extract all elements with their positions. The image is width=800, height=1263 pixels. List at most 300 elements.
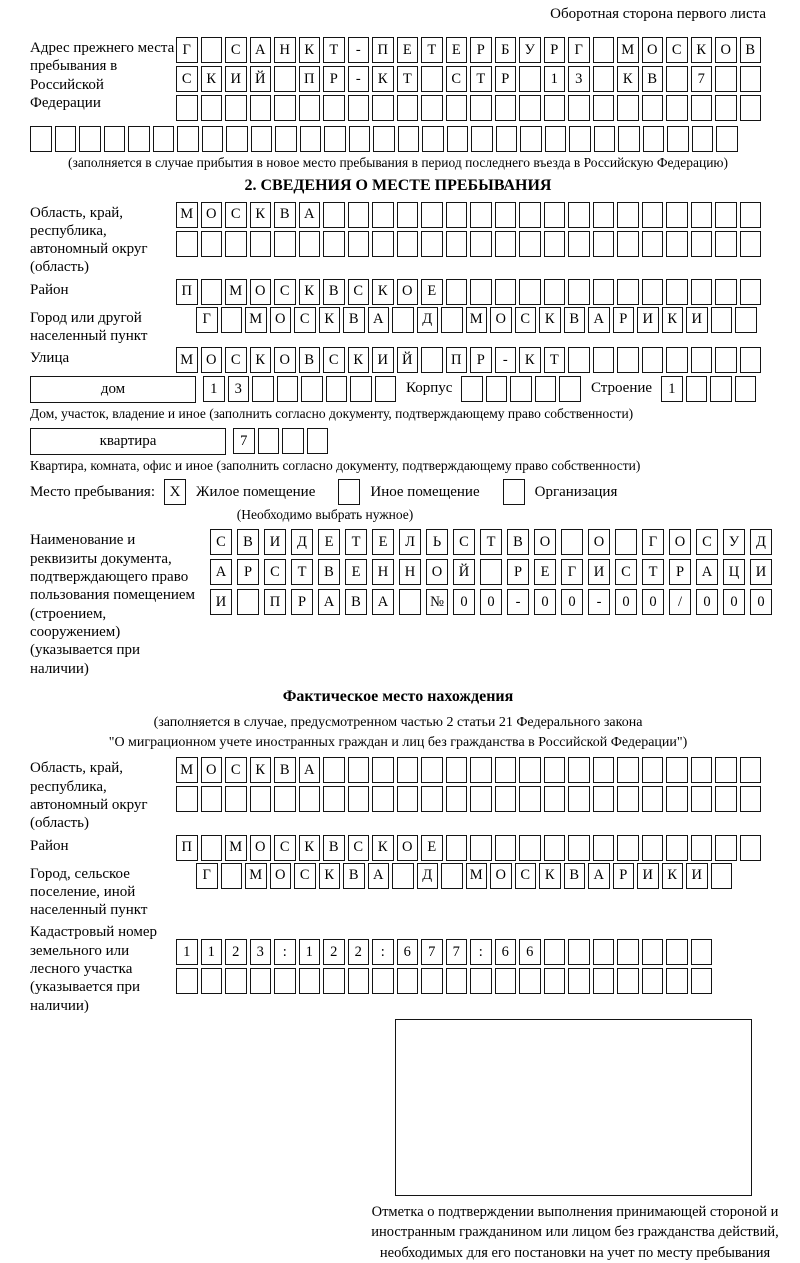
char-cell[interactable] bbox=[461, 376, 483, 402]
char-cell[interactable] bbox=[495, 279, 517, 305]
char-cell[interactable] bbox=[397, 786, 419, 812]
char-cell[interactable]: 6 bbox=[495, 939, 517, 965]
char-cell[interactable] bbox=[716, 126, 738, 152]
char-cell[interactable]: Ь bbox=[426, 529, 448, 555]
char-cell[interactable] bbox=[495, 786, 517, 812]
char-cell[interactable]: И bbox=[225, 66, 247, 92]
char-cell[interactable] bbox=[221, 863, 243, 889]
char-cell[interactable] bbox=[372, 757, 394, 783]
char-cell[interactable]: С bbox=[225, 347, 247, 373]
char-cell[interactable] bbox=[666, 202, 688, 228]
char-cell[interactable]: 0 bbox=[480, 589, 502, 615]
char-cell[interactable] bbox=[373, 126, 395, 152]
char-cell[interactable] bbox=[519, 279, 541, 305]
char-cell[interactable]: В bbox=[507, 529, 529, 555]
char-cell[interactable] bbox=[446, 757, 468, 783]
char-cell[interactable]: О bbox=[201, 757, 223, 783]
char-cell[interactable]: : bbox=[372, 939, 394, 965]
char-cell[interactable]: С bbox=[176, 66, 198, 92]
char-cell[interactable]: И bbox=[750, 559, 772, 585]
char-cell[interactable] bbox=[617, 231, 639, 257]
char-cell[interactable] bbox=[568, 968, 590, 994]
char-cell[interactable] bbox=[421, 95, 443, 121]
char-cell[interactable] bbox=[691, 968, 713, 994]
char-cell[interactable] bbox=[568, 95, 590, 121]
char-cell[interactable]: 0 bbox=[534, 589, 556, 615]
char-cell[interactable] bbox=[617, 347, 639, 373]
char-cell[interactable]: А bbox=[372, 589, 394, 615]
char-cell[interactable]: М bbox=[225, 279, 247, 305]
char-cell[interactable] bbox=[30, 126, 52, 152]
char-cell[interactable] bbox=[372, 968, 394, 994]
char-cell[interactable]: К bbox=[299, 279, 321, 305]
char-cell[interactable] bbox=[519, 66, 541, 92]
char-cell[interactable]: А bbox=[588, 307, 610, 333]
char-cell[interactable]: Р bbox=[470, 37, 492, 63]
char-cell[interactable]: С bbox=[274, 279, 296, 305]
char-cell[interactable] bbox=[519, 968, 541, 994]
char-cell[interactable] bbox=[715, 202, 737, 228]
char-cell[interactable] bbox=[495, 231, 517, 257]
char-cell[interactable] bbox=[715, 95, 737, 121]
char-cell[interactable] bbox=[617, 835, 639, 861]
char-cell[interactable]: Г bbox=[568, 37, 590, 63]
char-cell[interactable]: Т bbox=[544, 347, 566, 373]
char-cell[interactable] bbox=[519, 835, 541, 861]
char-cell[interactable] bbox=[642, 757, 664, 783]
char-cell[interactable]: К bbox=[372, 66, 394, 92]
char-cell[interactable]: Д bbox=[750, 529, 772, 555]
char-cell[interactable]: Д bbox=[417, 863, 439, 889]
char-cell[interactable] bbox=[544, 202, 566, 228]
char-cell[interactable] bbox=[740, 231, 762, 257]
char-cell[interactable]: Е bbox=[534, 559, 556, 585]
char-cell[interactable]: Г bbox=[561, 559, 583, 585]
char-cell[interactable]: / bbox=[669, 589, 691, 615]
char-cell[interactable] bbox=[691, 835, 713, 861]
char-cell[interactable] bbox=[666, 231, 688, 257]
char-cell[interactable]: 7 bbox=[421, 939, 443, 965]
char-cell[interactable]: К bbox=[539, 307, 561, 333]
char-cell[interactable] bbox=[691, 202, 713, 228]
char-cell[interactable] bbox=[225, 968, 247, 994]
char-cell[interactable] bbox=[274, 231, 296, 257]
char-cell[interactable] bbox=[643, 126, 665, 152]
char-cell[interactable] bbox=[299, 968, 321, 994]
char-cell[interactable] bbox=[282, 428, 304, 454]
char-cell[interactable] bbox=[348, 231, 370, 257]
char-cell[interactable] bbox=[711, 863, 733, 889]
char-cell[interactable] bbox=[421, 786, 443, 812]
char-cell[interactable] bbox=[691, 279, 713, 305]
char-cell[interactable]: - bbox=[507, 589, 529, 615]
char-cell[interactable] bbox=[715, 835, 737, 861]
char-cell[interactable]: С bbox=[210, 529, 232, 555]
char-cell[interactable] bbox=[153, 126, 175, 152]
char-cell[interactable]: К bbox=[250, 202, 272, 228]
char-cell[interactable] bbox=[274, 95, 296, 121]
char-cell[interactable] bbox=[470, 786, 492, 812]
char-cell[interactable] bbox=[715, 786, 737, 812]
char-cell[interactable]: П bbox=[176, 835, 198, 861]
char-cell[interactable] bbox=[446, 786, 468, 812]
char-cell[interactable] bbox=[258, 428, 280, 454]
char-cell[interactable] bbox=[559, 376, 581, 402]
char-cell[interactable] bbox=[544, 939, 566, 965]
char-cell[interactable] bbox=[544, 757, 566, 783]
char-cell[interactable] bbox=[372, 95, 394, 121]
char-cell[interactable]: Е bbox=[421, 835, 443, 861]
char-cell[interactable] bbox=[470, 835, 492, 861]
char-cell[interactable] bbox=[495, 95, 517, 121]
char-cell[interactable]: 7 bbox=[233, 428, 255, 454]
char-cell[interactable]: П bbox=[264, 589, 286, 615]
char-cell[interactable] bbox=[323, 786, 345, 812]
char-cell[interactable]: К bbox=[662, 863, 684, 889]
char-cell[interactable] bbox=[593, 939, 615, 965]
char-cell[interactable] bbox=[568, 231, 590, 257]
char-cell[interactable] bbox=[323, 95, 345, 121]
char-cell[interactable] bbox=[496, 126, 518, 152]
char-cell[interactable] bbox=[593, 835, 615, 861]
char-cell[interactable] bbox=[691, 347, 713, 373]
char-cell[interactable] bbox=[740, 835, 762, 861]
char-cell[interactable]: С bbox=[696, 529, 718, 555]
char-cell[interactable] bbox=[740, 202, 762, 228]
char-cell[interactable] bbox=[593, 968, 615, 994]
char-cell[interactable] bbox=[350, 376, 372, 402]
char-cell[interactable]: 1 bbox=[544, 66, 566, 92]
char-cell[interactable] bbox=[421, 757, 443, 783]
char-cell[interactable]: Г bbox=[176, 37, 198, 63]
char-cell[interactable] bbox=[299, 786, 321, 812]
char-cell[interactable] bbox=[397, 757, 419, 783]
char-cell[interactable] bbox=[446, 231, 468, 257]
char-cell[interactable] bbox=[642, 939, 664, 965]
char-cell[interactable] bbox=[711, 307, 733, 333]
char-cell[interactable] bbox=[177, 126, 199, 152]
char-cell[interactable] bbox=[323, 202, 345, 228]
char-cell[interactable]: № bbox=[426, 589, 448, 615]
char-cell[interactable]: О bbox=[397, 835, 419, 861]
char-cell[interactable]: Р bbox=[613, 863, 635, 889]
char-cell[interactable] bbox=[176, 968, 198, 994]
char-cell[interactable] bbox=[642, 835, 664, 861]
char-cell[interactable] bbox=[666, 968, 688, 994]
char-cell[interactable] bbox=[421, 202, 443, 228]
char-cell[interactable] bbox=[666, 95, 688, 121]
char-cell[interactable] bbox=[277, 376, 299, 402]
char-cell[interactable]: В bbox=[343, 863, 365, 889]
char-cell[interactable]: П bbox=[446, 347, 468, 373]
char-cell[interactable]: И bbox=[588, 559, 610, 585]
char-cell[interactable] bbox=[486, 376, 508, 402]
char-cell[interactable] bbox=[568, 757, 590, 783]
char-cell[interactable] bbox=[691, 231, 713, 257]
char-cell[interactable]: К bbox=[319, 863, 341, 889]
char-cell[interactable]: 7 bbox=[446, 939, 468, 965]
char-cell[interactable]: 1 bbox=[661, 376, 683, 402]
char-cell[interactable]: : bbox=[274, 939, 296, 965]
char-cell[interactable]: В bbox=[274, 757, 296, 783]
char-cell[interactable]: М bbox=[176, 202, 198, 228]
char-cell[interactable]: К bbox=[539, 863, 561, 889]
char-cell[interactable] bbox=[323, 757, 345, 783]
char-cell[interactable]: С bbox=[225, 37, 247, 63]
char-cell[interactable]: С bbox=[515, 307, 537, 333]
char-cell[interactable]: 0 bbox=[696, 589, 718, 615]
char-cell[interactable] bbox=[470, 95, 492, 121]
char-cell[interactable]: К bbox=[617, 66, 639, 92]
char-cell[interactable]: Н bbox=[274, 37, 296, 63]
char-cell[interactable]: В bbox=[323, 835, 345, 861]
char-cell[interactable] bbox=[593, 66, 615, 92]
char-cell[interactable]: К bbox=[372, 835, 394, 861]
char-cell[interactable]: Е bbox=[446, 37, 468, 63]
char-cell[interactable] bbox=[250, 786, 272, 812]
char-cell[interactable] bbox=[324, 126, 346, 152]
char-cell[interactable]: - bbox=[348, 37, 370, 63]
char-cell[interactable] bbox=[372, 202, 394, 228]
char-cell[interactable] bbox=[642, 968, 664, 994]
char-cell[interactable]: С bbox=[264, 559, 286, 585]
char-cell[interactable]: 1 bbox=[299, 939, 321, 965]
char-cell[interactable] bbox=[470, 231, 492, 257]
char-cell[interactable]: - bbox=[495, 347, 517, 373]
char-cell[interactable] bbox=[446, 95, 468, 121]
char-cell[interactable] bbox=[617, 757, 639, 783]
char-cell[interactable]: О bbox=[669, 529, 691, 555]
checkbox-residential[interactable]: X bbox=[164, 479, 186, 505]
char-cell[interactable] bbox=[715, 231, 737, 257]
char-cell[interactable] bbox=[544, 835, 566, 861]
char-cell[interactable]: А bbox=[299, 757, 321, 783]
char-cell[interactable]: 0 bbox=[615, 589, 637, 615]
char-cell[interactable] bbox=[392, 307, 414, 333]
char-cell[interactable]: Е bbox=[345, 559, 367, 585]
char-cell[interactable] bbox=[447, 126, 469, 152]
char-cell[interactable]: М bbox=[245, 307, 267, 333]
char-cell[interactable] bbox=[666, 757, 688, 783]
char-cell[interactable]: А bbox=[299, 202, 321, 228]
char-cell[interactable] bbox=[715, 279, 737, 305]
char-cell[interactable]: К bbox=[299, 37, 321, 63]
char-cell[interactable]: Т bbox=[642, 559, 664, 585]
char-cell[interactable]: К bbox=[348, 347, 370, 373]
char-cell[interactable]: М bbox=[245, 863, 267, 889]
char-cell[interactable] bbox=[441, 863, 463, 889]
char-cell[interactable]: Т bbox=[480, 529, 502, 555]
char-cell[interactable]: В bbox=[237, 529, 259, 555]
char-cell[interactable] bbox=[237, 589, 259, 615]
char-cell[interactable] bbox=[225, 786, 247, 812]
char-cell[interactable]: Н bbox=[399, 559, 421, 585]
char-cell[interactable] bbox=[593, 231, 615, 257]
char-cell[interactable] bbox=[398, 126, 420, 152]
char-cell[interactable]: 1 bbox=[203, 376, 225, 402]
char-cell[interactable] bbox=[544, 279, 566, 305]
char-cell[interactable]: И bbox=[686, 307, 708, 333]
char-cell[interactable] bbox=[446, 968, 468, 994]
char-cell[interactable] bbox=[568, 202, 590, 228]
char-cell[interactable]: Р bbox=[323, 66, 345, 92]
char-cell[interactable] bbox=[666, 939, 688, 965]
char-cell[interactable]: П bbox=[299, 66, 321, 92]
char-cell[interactable] bbox=[617, 202, 639, 228]
char-cell[interactable]: Д bbox=[417, 307, 439, 333]
char-cell[interactable] bbox=[568, 347, 590, 373]
char-cell[interactable] bbox=[372, 231, 394, 257]
char-cell[interactable]: А bbox=[368, 307, 390, 333]
char-cell[interactable]: С bbox=[515, 863, 537, 889]
char-cell[interactable] bbox=[544, 786, 566, 812]
char-cell[interactable]: М bbox=[617, 37, 639, 63]
char-cell[interactable]: К bbox=[662, 307, 684, 333]
char-cell[interactable] bbox=[201, 279, 223, 305]
char-cell[interactable] bbox=[392, 863, 414, 889]
char-cell[interactable]: И bbox=[686, 863, 708, 889]
char-cell[interactable]: П bbox=[176, 279, 198, 305]
char-cell[interactable]: В bbox=[318, 559, 340, 585]
char-cell[interactable]: - bbox=[348, 66, 370, 92]
char-cell[interactable] bbox=[561, 529, 583, 555]
char-cell[interactable]: И bbox=[637, 307, 659, 333]
char-cell[interactable]: С bbox=[666, 37, 688, 63]
char-cell[interactable] bbox=[176, 231, 198, 257]
char-cell[interactable] bbox=[201, 231, 223, 257]
char-cell[interactable] bbox=[348, 95, 370, 121]
char-cell[interactable] bbox=[618, 126, 640, 152]
char-cell[interactable]: О bbox=[201, 202, 223, 228]
char-cell[interactable]: 0 bbox=[453, 589, 475, 615]
char-cell[interactable] bbox=[274, 968, 296, 994]
char-cell[interactable] bbox=[307, 428, 329, 454]
char-cell[interactable] bbox=[221, 307, 243, 333]
char-cell[interactable] bbox=[617, 939, 639, 965]
char-cell[interactable] bbox=[617, 968, 639, 994]
char-cell[interactable] bbox=[397, 231, 419, 257]
char-cell[interactable] bbox=[251, 126, 273, 152]
char-cell[interactable]: В bbox=[564, 307, 586, 333]
char-cell[interactable]: В bbox=[740, 37, 762, 63]
char-cell[interactable] bbox=[617, 95, 639, 121]
char-cell[interactable] bbox=[470, 279, 492, 305]
char-cell[interactable] bbox=[323, 968, 345, 994]
char-cell[interactable] bbox=[348, 202, 370, 228]
char-cell[interactable] bbox=[642, 279, 664, 305]
char-cell[interactable] bbox=[666, 66, 688, 92]
char-cell[interactable] bbox=[421, 66, 443, 92]
char-cell[interactable]: 1 bbox=[176, 939, 198, 965]
char-cell[interactable]: Е bbox=[421, 279, 443, 305]
char-cell[interactable]: 2 bbox=[348, 939, 370, 965]
char-cell[interactable] bbox=[397, 968, 419, 994]
char-cell[interactable]: Л bbox=[399, 529, 421, 555]
char-cell[interactable]: С bbox=[294, 307, 316, 333]
char-cell[interactable]: 0 bbox=[723, 589, 745, 615]
char-cell[interactable] bbox=[692, 126, 714, 152]
char-cell[interactable] bbox=[128, 126, 150, 152]
char-cell[interactable] bbox=[176, 786, 198, 812]
char-cell[interactable] bbox=[275, 126, 297, 152]
char-cell[interactable]: О bbox=[250, 279, 272, 305]
char-cell[interactable] bbox=[274, 66, 296, 92]
char-cell[interactable]: Т bbox=[323, 37, 345, 63]
char-cell[interactable]: О bbox=[588, 529, 610, 555]
char-cell[interactable] bbox=[593, 347, 615, 373]
char-cell[interactable]: У bbox=[519, 37, 541, 63]
char-cell[interactable]: 3 bbox=[250, 939, 272, 965]
char-cell[interactable]: 3 bbox=[568, 66, 590, 92]
char-cell[interactable] bbox=[740, 757, 762, 783]
char-cell[interactable] bbox=[715, 347, 737, 373]
char-cell[interactable]: О bbox=[270, 307, 292, 333]
checkbox-other-premises[interactable] bbox=[338, 479, 360, 505]
char-cell[interactable]: 6 bbox=[519, 939, 541, 965]
char-cell[interactable] bbox=[104, 126, 126, 152]
char-cell[interactable]: О bbox=[490, 863, 512, 889]
char-cell[interactable] bbox=[568, 835, 590, 861]
char-cell[interactable]: Р bbox=[495, 66, 517, 92]
char-cell[interactable] bbox=[299, 231, 321, 257]
char-cell[interactable]: Й bbox=[397, 347, 419, 373]
char-cell[interactable]: М bbox=[225, 835, 247, 861]
char-cell[interactable] bbox=[642, 95, 664, 121]
char-cell[interactable]: С bbox=[348, 279, 370, 305]
char-cell[interactable]: А bbox=[210, 559, 232, 585]
char-cell[interactable]: А bbox=[696, 559, 718, 585]
char-cell[interactable]: М bbox=[466, 307, 488, 333]
char-cell[interactable] bbox=[399, 589, 421, 615]
char-cell[interactable]: 0 bbox=[750, 589, 772, 615]
char-cell[interactable] bbox=[568, 786, 590, 812]
char-cell[interactable] bbox=[397, 95, 419, 121]
char-cell[interactable] bbox=[480, 559, 502, 585]
char-cell[interactable]: Р bbox=[613, 307, 635, 333]
char-cell[interactable]: 1 bbox=[201, 939, 223, 965]
char-cell[interactable] bbox=[375, 376, 397, 402]
char-cell[interactable] bbox=[348, 968, 370, 994]
char-cell[interactable]: Г bbox=[642, 529, 664, 555]
char-cell[interactable] bbox=[735, 376, 757, 402]
char-cell[interactable]: О bbox=[426, 559, 448, 585]
char-cell[interactable] bbox=[615, 529, 637, 555]
char-cell[interactable] bbox=[446, 202, 468, 228]
char-cell[interactable] bbox=[519, 202, 541, 228]
char-cell[interactable] bbox=[422, 126, 444, 152]
char-cell[interactable]: 2 bbox=[323, 939, 345, 965]
char-cell[interactable] bbox=[510, 376, 532, 402]
char-cell[interactable]: У bbox=[723, 529, 745, 555]
char-cell[interactable]: - bbox=[588, 589, 610, 615]
char-cell[interactable] bbox=[470, 757, 492, 783]
char-cell[interactable]: Е bbox=[397, 37, 419, 63]
char-cell[interactable] bbox=[666, 835, 688, 861]
char-cell[interactable]: М bbox=[176, 347, 198, 373]
char-cell[interactable]: О bbox=[534, 529, 556, 555]
char-cell[interactable] bbox=[666, 347, 688, 373]
char-cell[interactable]: В bbox=[345, 589, 367, 615]
char-cell[interactable]: О bbox=[397, 279, 419, 305]
char-cell[interactable] bbox=[470, 968, 492, 994]
char-cell[interactable]: М bbox=[466, 863, 488, 889]
char-cell[interactable]: А bbox=[588, 863, 610, 889]
char-cell[interactable]: С bbox=[348, 835, 370, 861]
char-cell[interactable]: 6 bbox=[397, 939, 419, 965]
char-cell[interactable] bbox=[593, 786, 615, 812]
char-cell[interactable] bbox=[470, 202, 492, 228]
char-cell[interactable]: С bbox=[225, 757, 247, 783]
